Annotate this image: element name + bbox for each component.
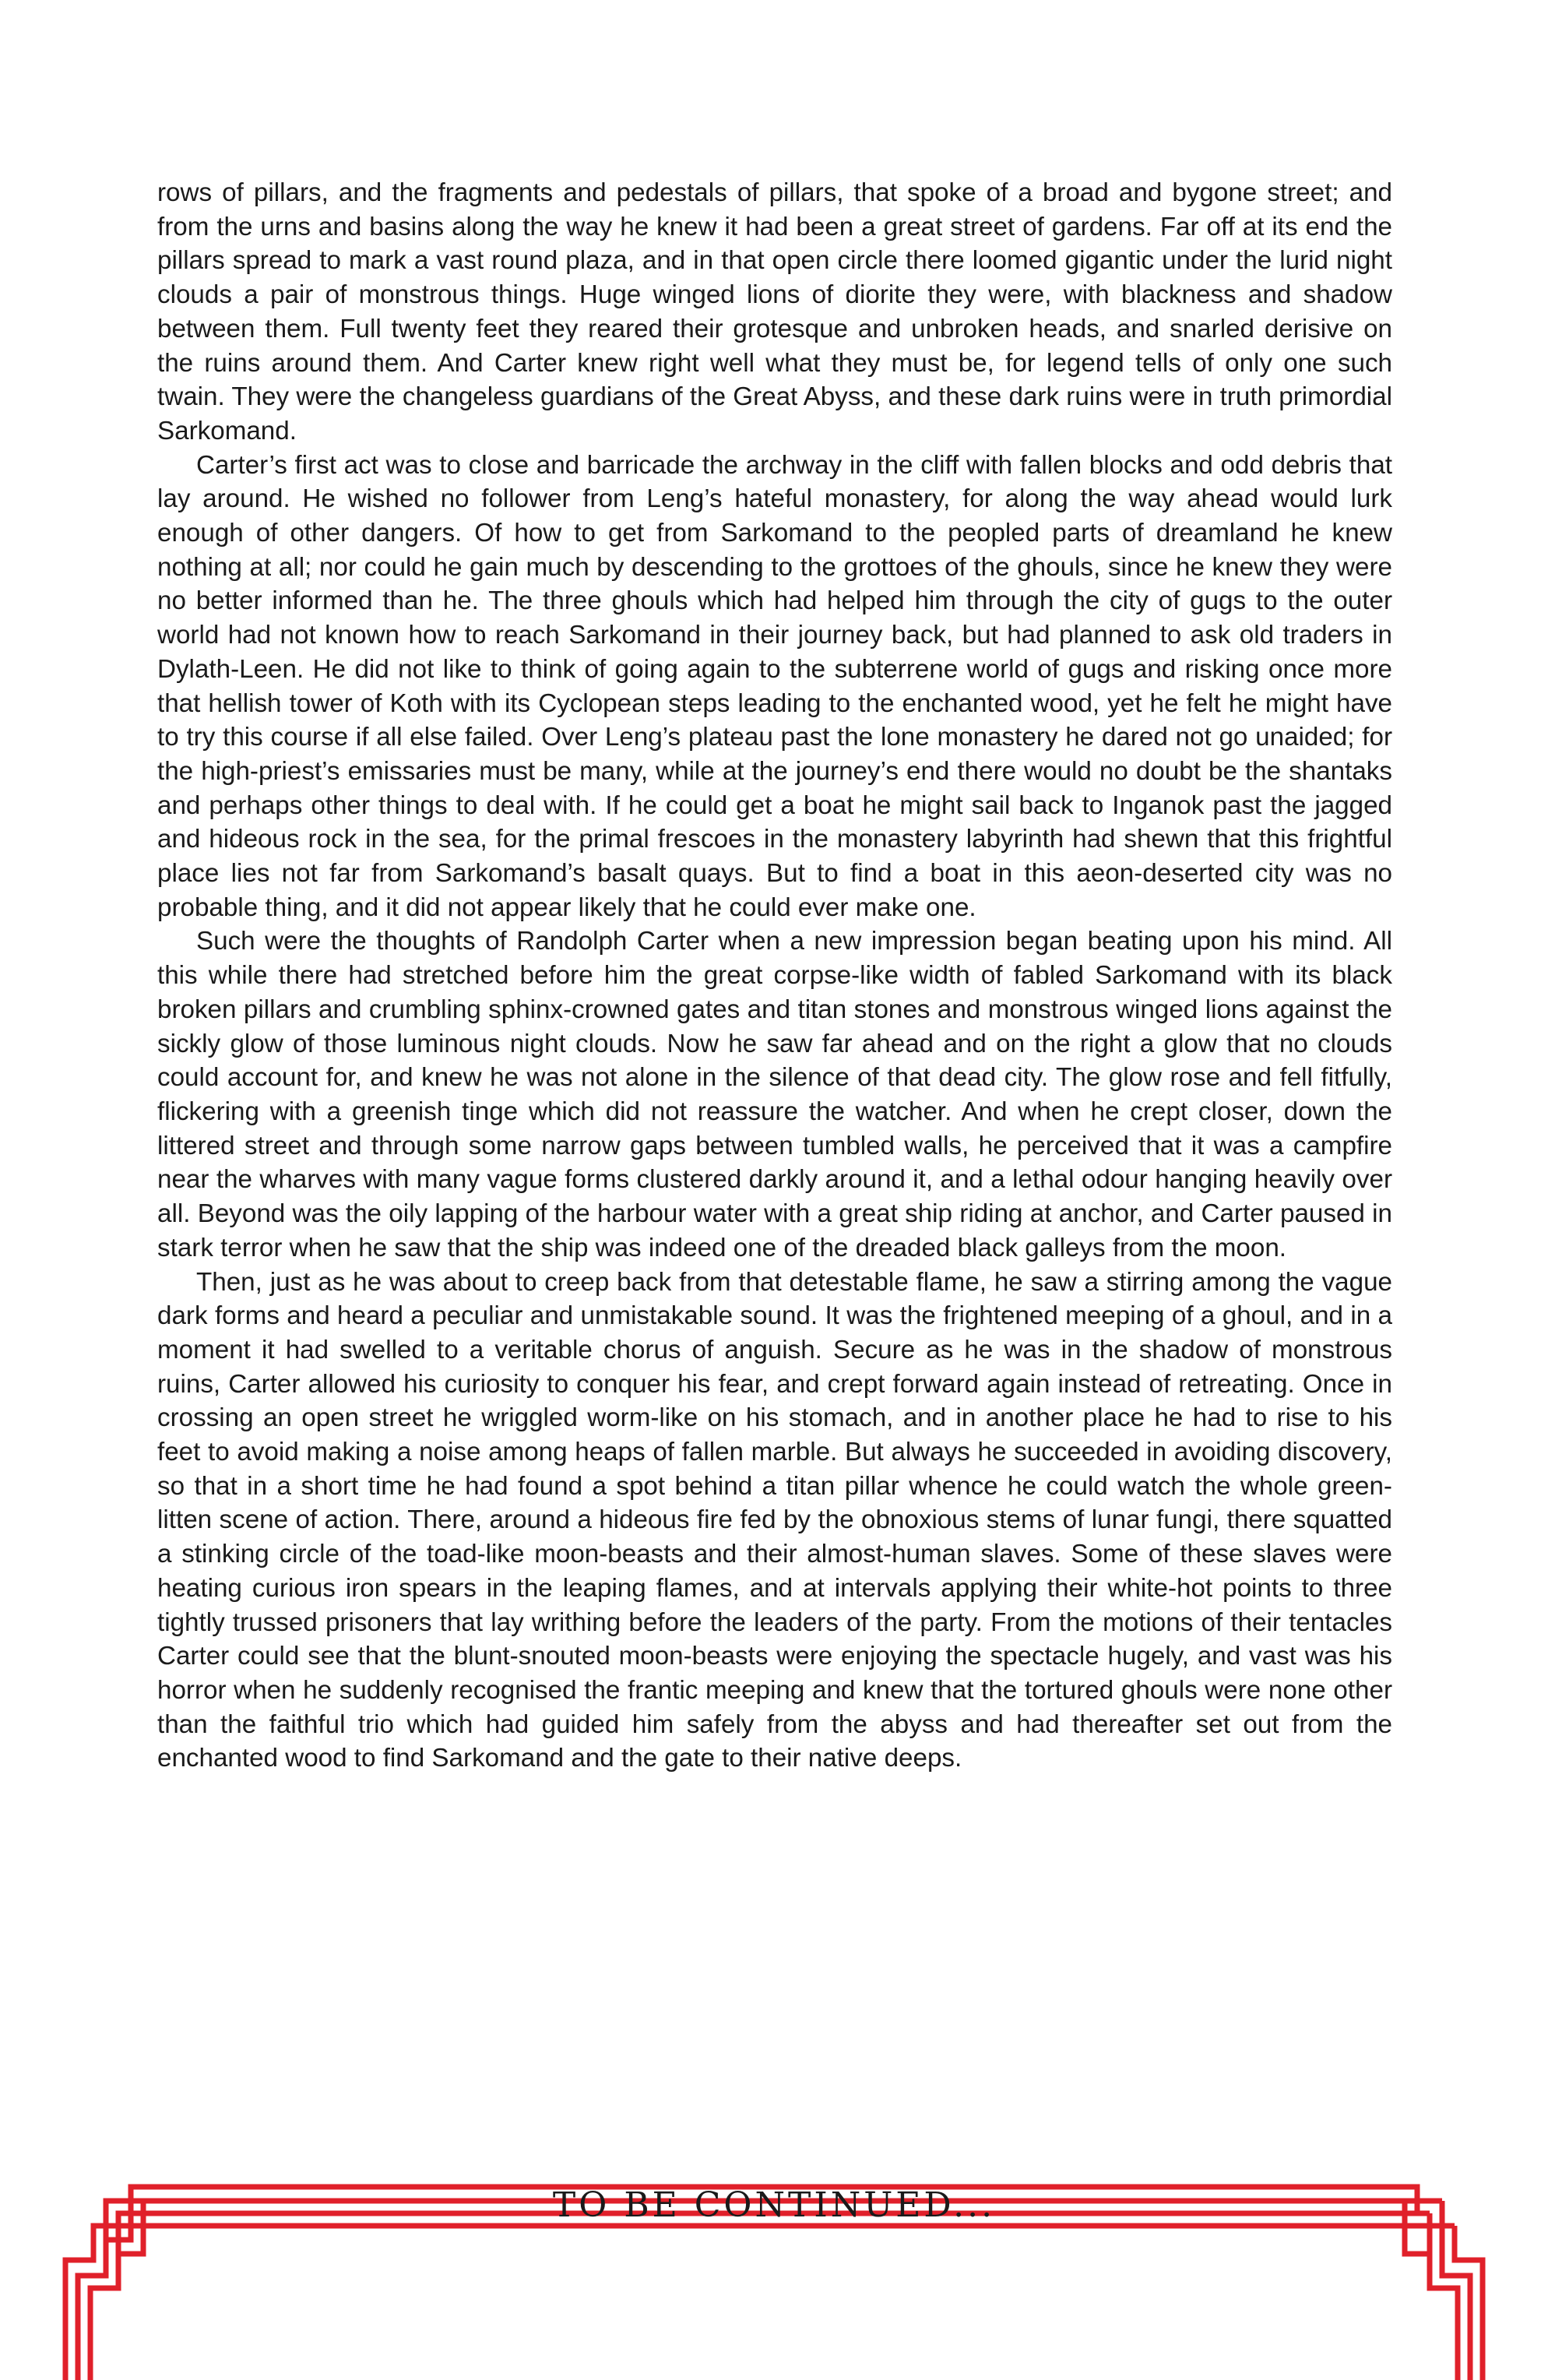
decorative-frame <box>0 2087 1548 2380</box>
story-text <box>157 176 1392 1776</box>
frame-left-outer-line <box>65 2226 1455 2380</box>
story-paragraph-2: Carter’s first act was to close and barricade the archway in the cliff with fallen blocks and odd debris that lay around. He wished no follower from Leng’s hateful monastery, for along the way ahead would lurk enough of other dangers. Of how to get from Sarkomand to the peopled parts of dreamland he knew nothing at all; nor could he gain much by descending to the grottoes of the ghouls, since he knew they were no better informed than he. The three ghouls which had helped him through the city of gugs to the outer world had not known how to reach Sarkomand in their journey back, but had planned to ask old traders in Dylath-Leen. He did not like to think of going again to the subterrene world of gugs and risking once more that hellish tower of Koth with its Cyclopean steps leading to the enchanted wood, yet he felt he might have to try this course if all else failed. Over Leng’s plateau past the lone monastery he dared not go unaided; for the high-priest’s emissaries must be many, while at the journey’s end there would no doubt be the shantaks and perhaps other things to deal with. If he could get a boat he might sail back to Inganok past the jagged and hideous rock in the sea, for the primal frescoes in the monastery labyrinth had shewn that this frightful place lies not far from Sarkomand’s basalt quays. But to find a boat in this aeon-deserted city was no probable thing, and it did not appear likely that he could ever make one. <box>157 450 1392 922</box>
story-paragraph-1: rows of pillars, and the fragments and pedestals of pillars, that spoke of a broad and bygone street; and from the urns and basins along the way he knew it had been a great street of gardens. Far off at its end the pillars spread to mark a vast round plaza, and in that open circle there loomed gigantic under the lurid night clouds a pair of monstrous things. Huge winged lions of diorite they were, with blackness and shadow between them. Full twenty feet they reared their grotesque and unbroken heads, and snarled derisive on the ruins around them. And Carter knew right well what they must be, for legend tells of only one such twain. They were the changeless guardians of the Great Abyss, and these dark ruins were in truth primordial Sarkomand. <box>157 178 1392 445</box>
story-paragraph-3: Such were the thoughts of Randolph Carter when a new impression began beating upon his mind. All this while there had stretched before him the great corpse-like width of fabled Sarkomand with its black broken pillars and crumbling sphinx-crowned gates and titan stones and monstrous winged lions against the sickly glow of those luminous night clouds. Now he saw far ahead and on the right a glow that no clouds could account for, and knew he was not alone in the silence of that dead city. The glow rose and fell fitfully, flickering with a greenish tinge which did not reassure the watcher. And when he crept closer, down the littered street and through some narrow gaps between tumbled walls, he perceived that it was a campfire near the wharves with many vague forms clustered darkly around it, and a lethal odour hanging heavily over all. Beyond was the oily lapping of the harbour water with a great ship riding at anchor, and Carter paused in stark terror when he saw that the ship was indeed one of the dreaded black galleys from the moon. <box>157 927 1392 1262</box>
to-be-continued-label: TO BE CONTINUED... <box>552 2185 996 2225</box>
story-paragraph-4: Then, just as he was about to creep back from that detestable flame, he saw a stirring among the vague dark forms and heard a peculiar and unmistakable sound. It was the frightened meeping of a ghoul, and in a moment it had swelled to a veritable chorus of anguish. Secure as he was in the shadow of monstrous ruins, Carter allowed his curiosity to conquer his fear, and crept forward again instead of retreating. Once in crossing an open street he wriggled worm-like on his stomach, and in another place he had to rise to his feet to avoid making a noise among heaps of fallen marble. But always he succeeded in avoiding discovery, so that in a short time he had found a spot behind a titan pillar whence he could watch the whole green-litten scene of action. There, around a hideous fire fed by the obnoxious stems of lunar fungi, there squatted a stinking circle of the toad-like moon-beasts and their almost-human slaves. Some of these slaves were heating curious iron spears in the leaping flames, and at intervals applying their white-hot points to three tightly trussed prisoners that lay writhing before the leaders of the party. From the motions of their tentacles Carter could see that the blunt-snouted moon-beasts were enjoying the spectacle hugely, and vast was his horror when he suddenly recognised the frantic meeping and knew that the tortured ghouls were none other than the faithful trio which had guided him safely from the abyss and had thereafter set out from the enchanted wood to find Sarkomand and the gate to their native deeps. <box>157 1267 1392 1773</box>
